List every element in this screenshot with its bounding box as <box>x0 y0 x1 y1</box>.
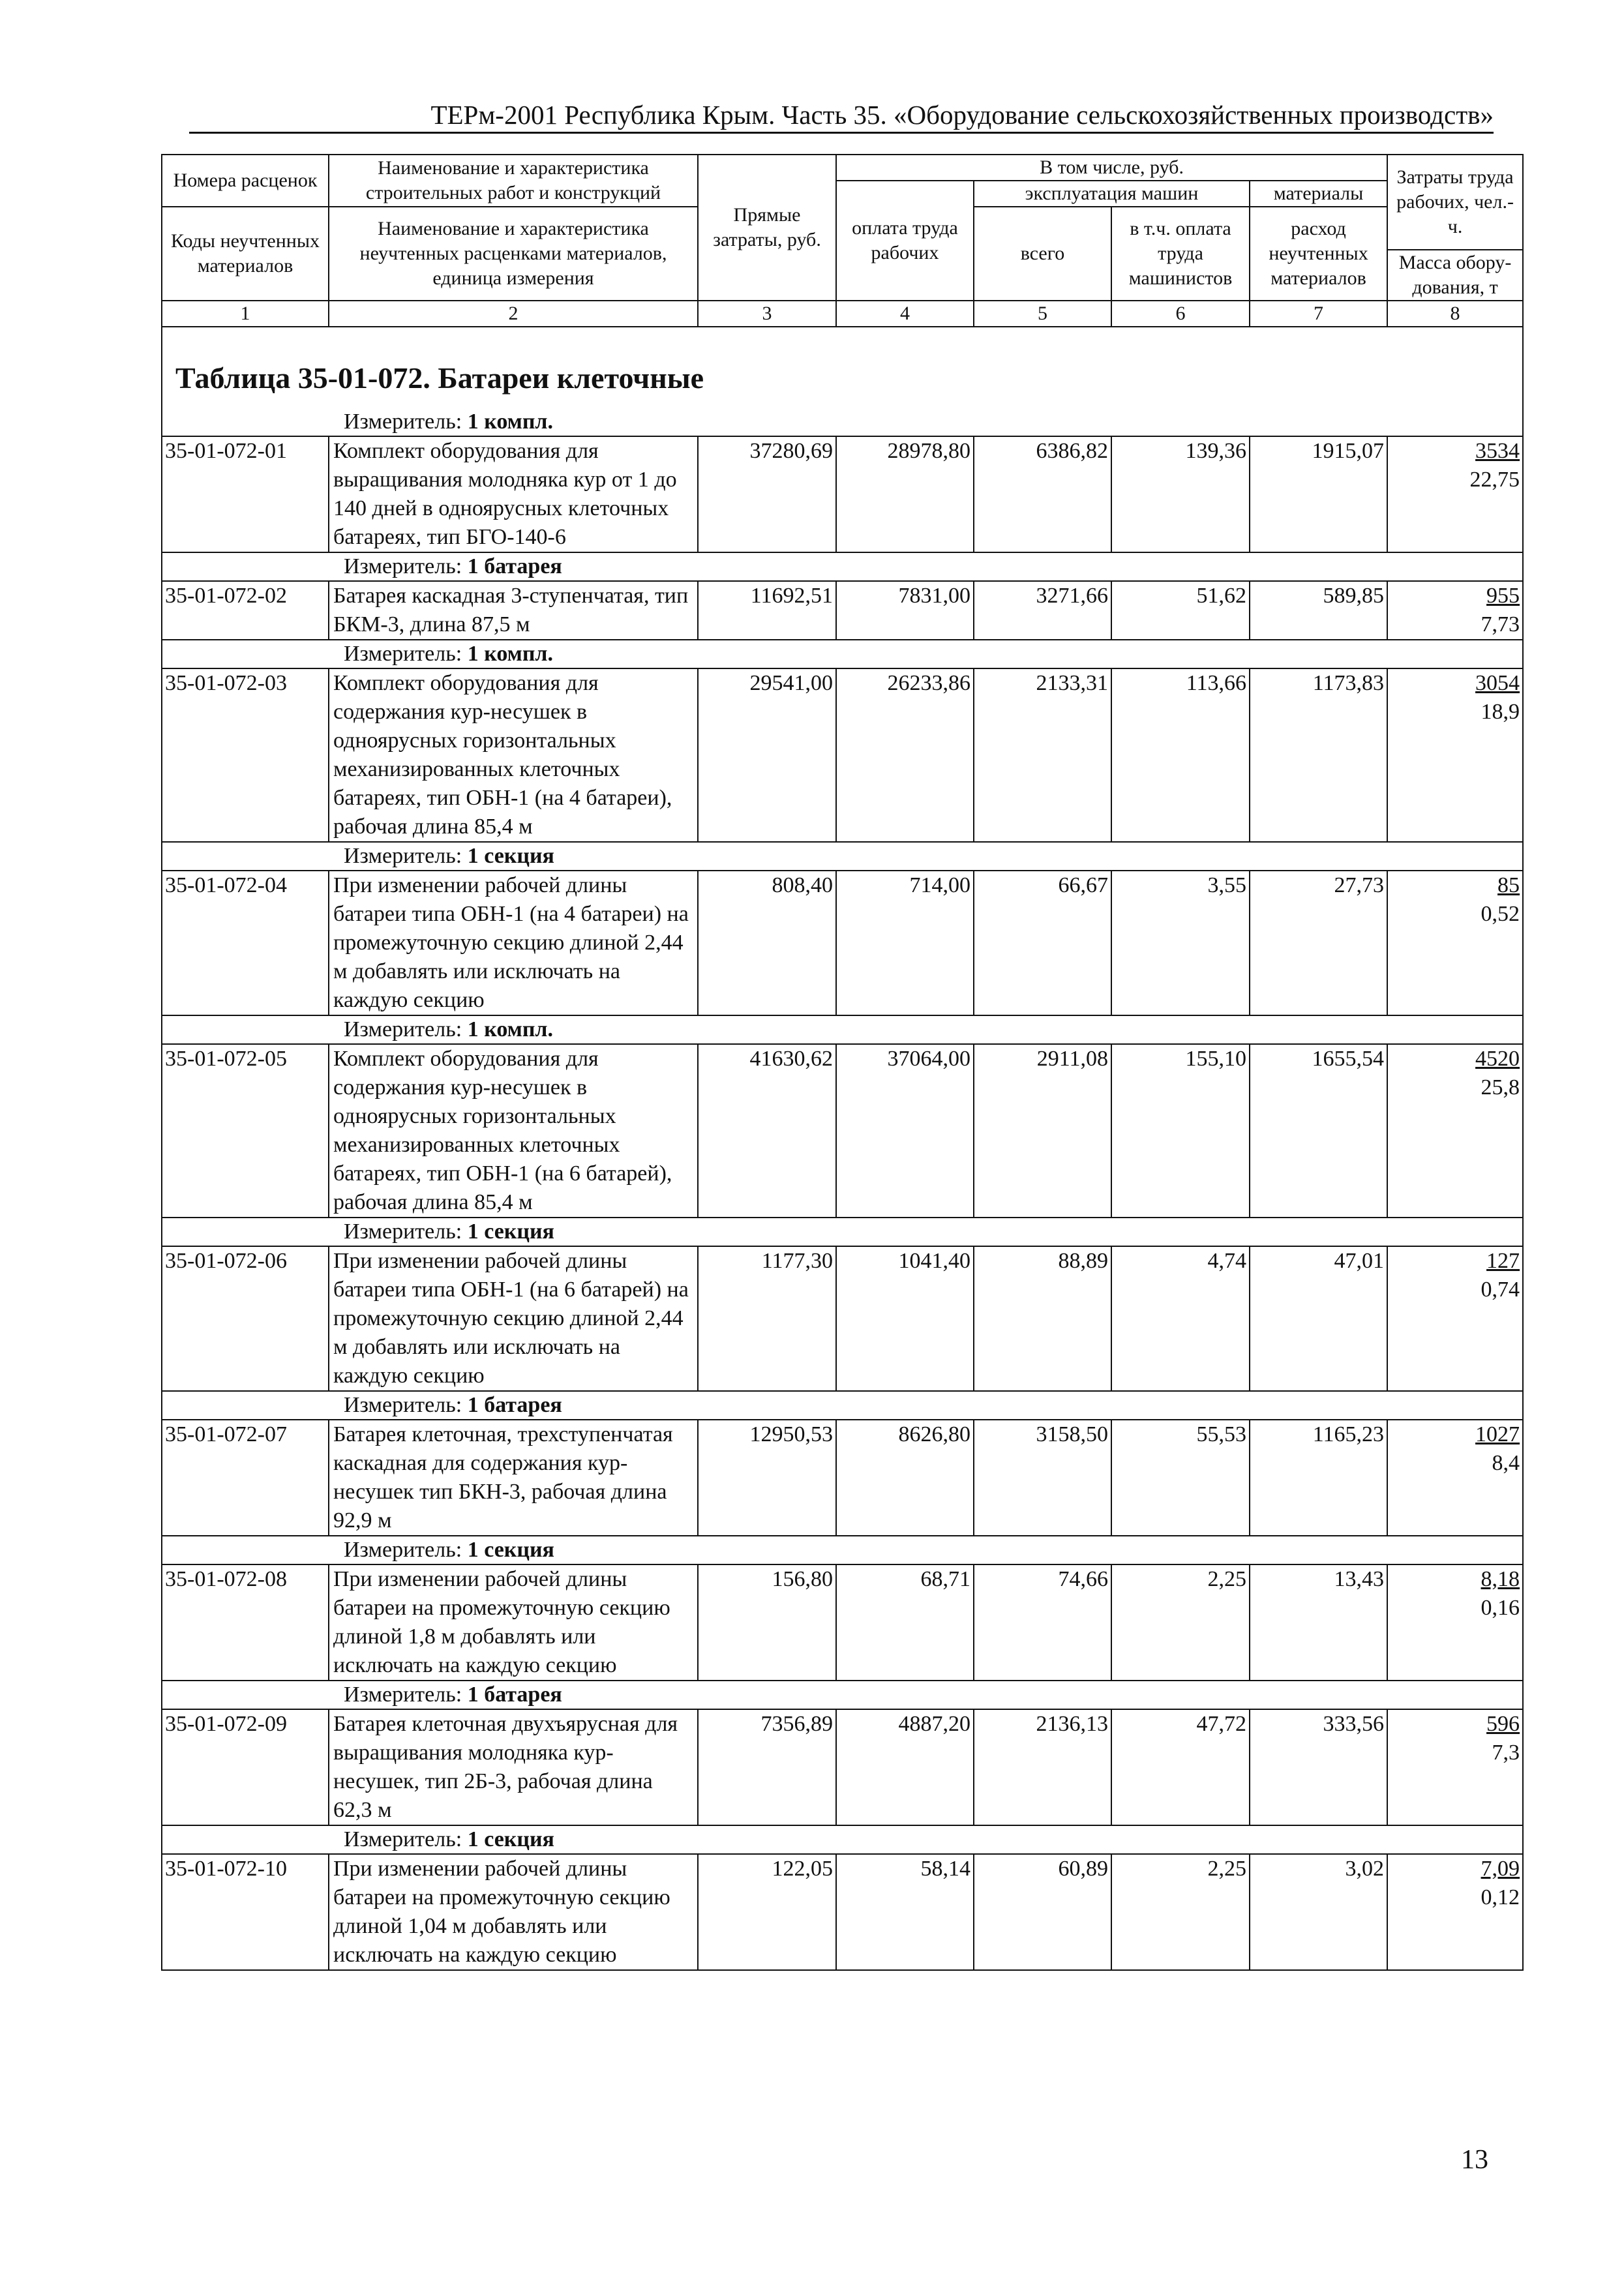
labor-and-mass-cell <box>1387 581 1523 640</box>
unit-label: Измеритель: <box>344 554 462 578</box>
header-equipment-mass: Масса обору-дования, т <box>1387 250 1523 301</box>
cost-machinists: 113,66 <box>1111 668 1250 842</box>
labor-hours: 3054 <box>1475 671 1520 695</box>
header-work-name: Наименование и характеристика строительных работ и конструкций <box>329 155 698 207</box>
cost-labor: 28978,80 <box>836 436 974 552</box>
rate-name: Батарея каскадная 3-ступенчатая, тип БКМ-3, длина 87,5 м <box>329 581 698 640</box>
unit-row <box>162 1681 1523 1709</box>
cost-labor: 68,71 <box>836 1564 974 1681</box>
table-row <box>162 436 1523 552</box>
rate-name: Комплект оборудования для выращивания молодняка кур от 1 до 140 дней в одноярусных клеточных батареях, тип БГО-140-6 <box>329 436 698 552</box>
unit-value: 1 компл. <box>467 410 554 434</box>
cost-direct: 1177,30 <box>698 1246 836 1391</box>
unit-value: 1 компл. <box>467 642 554 666</box>
unit-value: 1 батарея <box>467 1683 562 1707</box>
cost-machines: 60,89 <box>974 1854 1111 1970</box>
cost-machines: 3158,50 <box>974 1420 1111 1536</box>
column-number: 2 <box>329 301 698 327</box>
header-workers-pay: оплата труда рабочих <box>836 181 974 301</box>
cost-materials: 1915,07 <box>1250 436 1387 552</box>
rate-code: 35-01-072-10 <box>162 1854 329 1970</box>
rate-name: Батарея клеточная, трехступенчатая каскадная для содержания кур-несушек тип БКН-3, рабочая длина 92,9 м <box>329 1420 698 1536</box>
table-row <box>162 581 1523 640</box>
cost-materials: 1655,54 <box>1250 1044 1387 1218</box>
unit-row <box>162 1825 1523 1854</box>
labor-hours: 85 <box>1497 873 1520 897</box>
rate-code: 35-01-072-04 <box>162 871 329 1015</box>
unit-row <box>162 552 1523 581</box>
labor-hours: 596 <box>1486 1712 1520 1736</box>
unit-value: 1 секция <box>467 1219 554 1244</box>
labor-hours: 127 <box>1486 1249 1520 1273</box>
labor-hours: 1027 <box>1475 1422 1520 1446</box>
cost-machines: 2911,08 <box>974 1044 1111 1218</box>
cost-direct: 41630,62 <box>698 1044 836 1218</box>
cost-machines: 74,66 <box>974 1564 1111 1681</box>
unit-label: Измеритель: <box>344 642 462 666</box>
table-row <box>162 1564 1523 1681</box>
table-title: Таблица 35-01-072. Батареи клеточные <box>175 361 704 395</box>
header-material-names: Наименование и характеристика неучтенных расценками материалов, единица измерения <box>329 207 698 301</box>
unit-value: 1 секция <box>467 844 554 868</box>
column-number: 4 <box>836 301 974 327</box>
unit-label: Измеритель: <box>344 1827 462 1851</box>
table-row <box>162 1854 1523 1970</box>
equipment-mass: 7,73 <box>1481 612 1520 636</box>
column-number: 1 <box>162 301 329 327</box>
rate-code: 35-01-072-05 <box>162 1044 329 1218</box>
rate-code: 35-01-072-01 <box>162 436 329 552</box>
cost-materials: 333,56 <box>1250 1709 1387 1825</box>
cost-machinists: 2,25 <box>1111 1854 1250 1970</box>
rate-code: 35-01-072-02 <box>162 581 329 640</box>
page-header: ТЕРм-2001 Республика Крым. Часть 35. «Оборудование сельскохозяйственных производств» <box>430 100 1494 130</box>
labor-and-mass-cell <box>1387 1246 1523 1391</box>
unit-label: Измеритель: <box>344 1683 462 1707</box>
labor-and-mass-cell <box>1387 1420 1523 1536</box>
rate-name: Комплект оборудования для содержания кур-несушек в одноярусных горизонтальных механизированных клеточных батареях, тип ОБН-1 (на 6 батарей), рабочая длина 85,4 м <box>329 1044 698 1218</box>
cost-materials: 1165,23 <box>1250 1420 1387 1536</box>
cost-direct: 37280,69 <box>698 436 836 552</box>
cost-labor: 4887,20 <box>836 1709 974 1825</box>
unit-label: Измеритель: <box>344 1538 462 1562</box>
equipment-mass: 22,75 <box>1469 468 1520 492</box>
cost-machines: 2136,13 <box>974 1709 1111 1825</box>
unit-value: 1 секция <box>467 1538 554 1562</box>
unit-label: Измеритель: <box>344 844 462 868</box>
rate-name: При изменении рабочей длины батареи на промежуточную секцию длиной 1,04 м добавлять или исключать на каждую секцию <box>329 1854 698 1970</box>
cost-direct: 29541,00 <box>698 668 836 842</box>
cost-direct: 122,05 <box>698 1854 836 1970</box>
rate-name: Батарея клеточная двухъярусная для выращивания молодняка кур-несушек, тип 2Б-3, рабочая длина 62,3 м <box>329 1709 698 1825</box>
rate-name: Комплект оборудования для содержания кур-несушек в одноярусных горизонтальных механизированных клеточных батареях, тип ОБН-1 (на 4 батареи), рабочая длина 85,4 м <box>329 668 698 842</box>
cost-machinists: 2,25 <box>1111 1564 1250 1681</box>
rates-table <box>161 154 1524 1971</box>
header-machines-total: всего <box>974 207 1111 301</box>
cost-machines: 2133,31 <box>974 668 1111 842</box>
unit-value: 1 секция <box>467 1827 554 1851</box>
equipment-mass: 0,74 <box>1481 1278 1520 1302</box>
unit-row <box>162 640 1523 668</box>
header-rate-numbers: Номера расценок <box>162 155 329 207</box>
table-row <box>162 1709 1523 1825</box>
table-row <box>162 668 1523 842</box>
rate-code: 35-01-072-03 <box>162 668 329 842</box>
header-machinists-pay: в т.ч. оплата труда машинистов <box>1111 207 1250 301</box>
column-number: 6 <box>1111 301 1250 327</box>
cost-materials: 13,43 <box>1250 1564 1387 1681</box>
cost-direct: 156,80 <box>698 1564 836 1681</box>
cost-direct: 12950,53 <box>698 1420 836 1536</box>
header-including-group: В том числе, руб. <box>836 155 1387 181</box>
table-row <box>162 1044 1523 1218</box>
unit-row <box>162 1218 1523 1246</box>
unit-value: 1 батарея <box>467 1393 562 1417</box>
labor-and-mass-cell <box>1387 436 1523 552</box>
cost-machines: 3271,66 <box>974 581 1111 640</box>
labor-hours: 3534 <box>1475 439 1520 463</box>
cost-machinists: 51,62 <box>1111 581 1250 640</box>
labor-hours: 7,09 <box>1481 1857 1520 1881</box>
cost-labor: 7831,00 <box>836 581 974 640</box>
cost-labor: 26233,86 <box>836 668 974 842</box>
cost-machinists: 3,55 <box>1111 871 1250 1015</box>
cost-machinists: 139,36 <box>1111 436 1250 552</box>
unit-row <box>162 842 1523 871</box>
cost-materials: 1173,83 <box>1250 668 1387 842</box>
labor-hours: 955 <box>1486 584 1520 608</box>
cost-labor: 37064,00 <box>836 1044 974 1218</box>
equipment-mass: 25,8 <box>1481 1075 1520 1100</box>
unit-row <box>162 1391 1523 1420</box>
header-rule <box>189 132 1494 134</box>
labor-and-mass-cell <box>1387 1854 1523 1970</box>
rate-code: 35-01-072-09 <box>162 1709 329 1825</box>
unit-row <box>162 1015 1523 1044</box>
labor-and-mass-cell <box>1387 1044 1523 1218</box>
unit-value: 1 компл. <box>467 1017 554 1041</box>
column-number: 7 <box>1250 301 1387 327</box>
equipment-mass: 0,16 <box>1481 1596 1520 1620</box>
equipment-mass: 8,4 <box>1492 1451 1520 1475</box>
cost-direct: 7356,89 <box>698 1709 836 1825</box>
cost-machines: 6386,82 <box>974 436 1111 552</box>
header-labor-costs: Затраты труда рабочих, чел.-ч. <box>1387 155 1523 250</box>
table-row <box>162 1420 1523 1536</box>
cost-machines: 66,67 <box>974 871 1111 1015</box>
column-numbers-row <box>162 301 1523 327</box>
unit-row <box>162 1536 1523 1564</box>
header-unaccounted-materials: расход неучтенных материалов <box>1250 207 1387 301</box>
cost-machinists: 55,53 <box>1111 1420 1250 1536</box>
unit-row <box>162 408 1523 436</box>
cost-materials: 3,02 <box>1250 1854 1387 1970</box>
cost-direct: 808,40 <box>698 871 836 1015</box>
page-number: 13 <box>1461 2145 1488 2175</box>
header-machine-exploitation: эксплуатация машин <box>974 181 1250 207</box>
labor-and-mass-cell <box>1387 871 1523 1015</box>
column-number: 5 <box>974 301 1111 327</box>
table-row <box>162 871 1523 1015</box>
equipment-mass: 0,52 <box>1481 902 1520 926</box>
cost-machines: 88,89 <box>974 1246 1111 1391</box>
labor-hours: 4520 <box>1475 1047 1520 1071</box>
cost-machinists: 47,72 <box>1111 1709 1250 1825</box>
rate-name: При изменении рабочей длины батареи типа ОБН-1 (на 6 батарей) на промежуточную секцию длиной 2,44 м добавлять или исключать на каждую секцию <box>329 1246 698 1391</box>
cost-labor: 58,14 <box>836 1854 974 1970</box>
labor-hours: 8,18 <box>1481 1567 1520 1591</box>
cost-labor: 714,00 <box>836 871 974 1015</box>
unit-value: 1 батарея <box>467 554 562 578</box>
equipment-mass: 0,12 <box>1481 1885 1520 1909</box>
unit-label: Измеритель: <box>344 410 462 434</box>
equipment-mass: 18,9 <box>1481 700 1520 724</box>
cost-machinists: 4,74 <box>1111 1246 1250 1391</box>
labor-and-mass-cell <box>1387 1564 1523 1681</box>
unit-label: Измеритель: <box>344 1017 462 1041</box>
cost-labor: 1041,40 <box>836 1246 974 1391</box>
cost-machinists: 155,10 <box>1111 1044 1250 1218</box>
rate-code: 35-01-072-08 <box>162 1564 329 1681</box>
labor-and-mass-cell <box>1387 668 1523 842</box>
cost-direct: 11692,51 <box>698 581 836 640</box>
cost-materials: 27,73 <box>1250 871 1387 1015</box>
header-materials: материалы <box>1250 181 1387 207</box>
cost-materials: 47,01 <box>1250 1246 1387 1391</box>
rate-name: При изменении рабочей длины батареи типа ОБН-1 (на 4 батареи) на промежуточную секцию длиной 2,44 м добавлять или исключать на каждую секцию <box>329 871 698 1015</box>
equipment-mass: 7,3 <box>1492 1741 1520 1765</box>
cost-labor: 8626,80 <box>836 1420 974 1536</box>
header-direct-costs: Прямые затраты, руб. <box>698 155 836 301</box>
column-number: 3 <box>698 301 836 327</box>
column-number: 8 <box>1387 301 1523 327</box>
labor-and-mass-cell <box>1387 1709 1523 1825</box>
unit-label: Измеритель: <box>344 1393 462 1417</box>
rate-code: 35-01-072-06 <box>162 1246 329 1391</box>
table-row <box>162 1246 1523 1391</box>
unit-label: Измеритель: <box>344 1219 462 1244</box>
rate-code: 35-01-072-07 <box>162 1420 329 1536</box>
cost-materials: 589,85 <box>1250 581 1387 640</box>
header-material-codes: Коды неучтенных материалов <box>162 207 329 301</box>
rate-name: При изменении рабочей длины батареи на промежуточную секцию длиной 1,8 м добавлять или исключать на каждую секцию <box>329 1564 698 1681</box>
